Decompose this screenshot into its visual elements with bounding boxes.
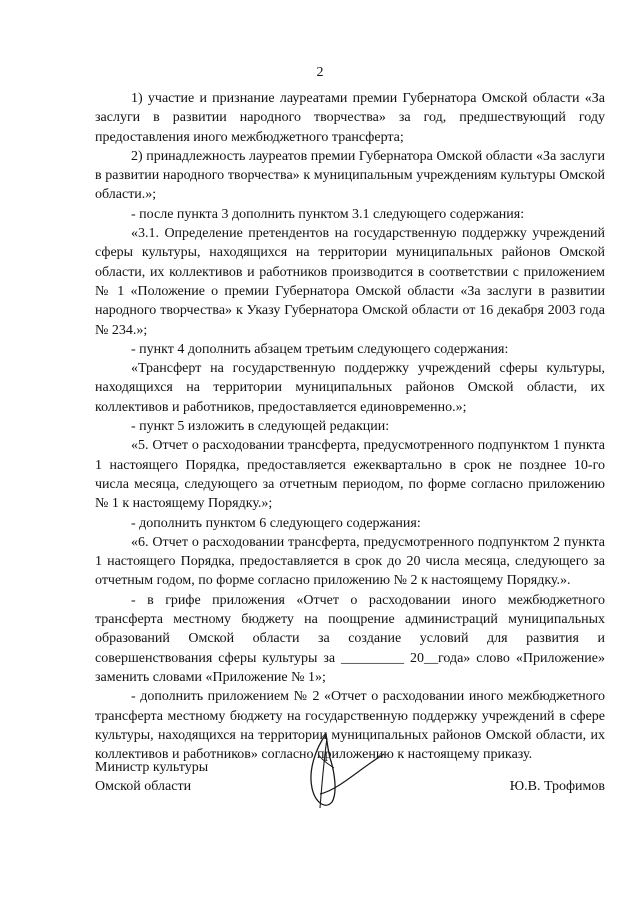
paragraph-1: 1) участие и признание лауреатами премии Губернатора Омской области «За заслуги в развитии народного творчества» за год, предшествующий году предоставления иного межбюджетного трансферта; [95,91,605,145]
paragraph-11: - в грифе приложения «Отчет о расходовании иного межбюджетного трансферта местному бюджету на поощрение администраций муниципальных образований Омской области за создание условий для развития и совершенствования сферы культуры за _________ 20__года» слово «Приложение» заменить словами «Приложение № 1»; [95,592,605,685]
paragraph-9: - дополнить пунктом 6 следующего содержания: [131,515,421,531]
paragraph-7: - пункт 5 изложить в следующей редакции: [131,419,390,435]
paragraph-4: «3.1. Определение претендентов на государственную поддержку учреждений сферы культуры, находящихся на территории муниципальных районов Омской области, их коллективов и работников производится в соответствии с приложением № 1 «Положение о премии Губернатора Омской области «За заслуги в развитии народного творчества» к Указу Губернатора Омской области от 16 декабря 2003 года № 234.»; [95,226,605,338]
paragraph-6: «Трансферт на государственную поддержку учреждений сферы культуры, находящихся на территории муниципальных районов Омской области, их коллективов и работников, предоставляется единовременно.»; [95,361,605,415]
signer-title-line-2: Омской области [95,779,192,795]
handwritten-signature [298,730,388,815]
document-body [95,89,605,764]
paragraph-10: «6. Отчет о расходовании трансферта, предусмотренного подпунктом 2 пункта 1 настоящего Порядка, предоставляется в срок до 20 числа месяца, следующего за отчетным годом, по форме согласно приложению № 2 к настоящему Порядку.». [95,534,605,589]
paragraph-2: 2) принадлежность лауреатов премии Губернатора Омской области «За заслуги в развитии народного творчества» к муниципальным учреждениям культуры Омской области.»; [95,148,605,203]
signer-title-line-1: Министр культуры [95,760,209,775]
page-number: 2 [316,65,324,80]
signer-title [95,758,208,797]
paragraph-5: - пункт 4 дополнить абзацем третьим следующего содержания: [131,341,509,357]
paragraph-3: - после пункта 3 дополнить пунктом 3.1 следующего содержания: [131,206,525,222]
paragraph-12: - дополнить приложением № 2 «Отчет о расходовании иного межбюджетного трансферта местному бюджету на государственную поддержку учреждений в сфере культуры, находящихся на территории муниципальных районов Омской области, их коллективов и работников» согласно приложению к настоящему приказу. [95,689,605,763]
signer-name: Ю.В. Трофимов [509,779,605,794]
paragraph-8: «5. Отчет о расходовании трансферта, предусмотренного подпунктом 1 пункта 1 настоящего Порядка, предоставляется ежеквартально в срок не позднее 10-го числа месяца, следующего за отчетным периодом, по форме согласно приложению № 1 к настоящему Порядку.»; [95,438,605,512]
